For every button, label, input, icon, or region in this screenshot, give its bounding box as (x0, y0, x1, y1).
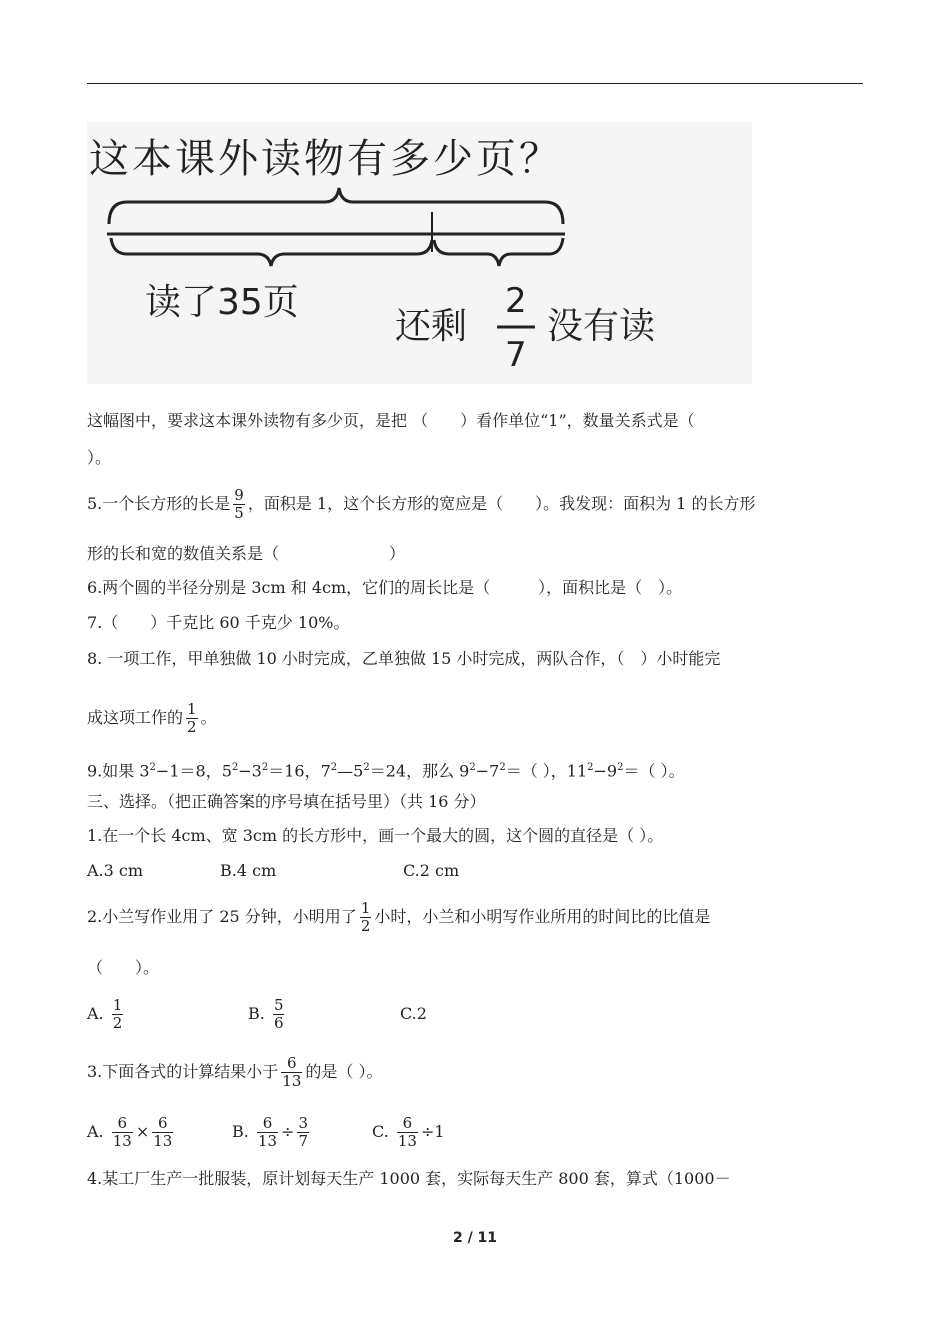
c1-option-c: C.2 cm (403, 861, 460, 880)
c3-b-n1: 6 (262, 1114, 273, 1132)
c3-prefix: 3.下面各式的计算结果小于 (87, 1062, 279, 1081)
c2-prefix: 2.小兰写作业用了 25 分钟，小明用了 (87, 907, 357, 926)
q5-line2 (87, 544, 405, 564)
q5-fraction (233, 487, 245, 522)
figure-title: 这本课外读物有多少页？ (89, 136, 562, 182)
c1-option-b: B.4 cm (220, 861, 277, 880)
c3-fraction (281, 1055, 302, 1090)
c3-b-d2: 7 (298, 1132, 308, 1150)
c2-option-b-label: B. (248, 1004, 265, 1023)
c3-c-operator: ÷1 (420, 1122, 445, 1141)
c3-a-operator: × (135, 1122, 150, 1141)
q9-exponent: 2 (363, 762, 370, 773)
q4-line2: ）。 (87, 448, 112, 467)
q9-part: −7 (475, 761, 500, 781)
q9-part: −1＝8，5 (155, 761, 232, 781)
c3-option-b (232, 1112, 312, 1152)
q9-part: 9.如果 3 (87, 761, 150, 781)
c2-line2: （ ）。 (87, 958, 160, 977)
section3-heading: 三、选择。（把正确答案的序号填在括号里）（共 16 分） (87, 792, 486, 811)
q8-line2 (87, 698, 217, 738)
c1-question: 1.在一个长 4cm、宽 3cm 的长方形中，画一个最大的圆，这个圆的直径是（ ）。 (87, 826, 664, 845)
bar-model-drawing (87, 122, 752, 384)
read-brace (111, 238, 432, 266)
c1-option-a: A.3 cm (87, 861, 144, 880)
q9-exponent: 2 (617, 762, 624, 773)
c2-option-a-fraction (112, 997, 124, 1032)
c2-suffix: 小时，小兰和小明写作业所用的时间比的比值是 (374, 907, 711, 926)
c2-a-num: 1 (112, 996, 123, 1014)
q8-fraction (186, 701, 198, 736)
c3-question (87, 1052, 382, 1092)
top-brace (109, 188, 563, 224)
c3-b-operator: ÷ (281, 1122, 295, 1141)
c3-option-a-label: A. (87, 1122, 104, 1141)
c3-c-n1: 6 (402, 1114, 413, 1132)
c3-a-frac2 (152, 1115, 173, 1150)
page-number: 2 / 11 (452, 1230, 498, 1246)
q9-exponent: 2 (330, 762, 338, 773)
q9-exponent: 2 (149, 762, 156, 773)
q9 (87, 758, 685, 781)
q5-num: 9 (234, 486, 244, 504)
q4-line1: 这幅图中，要求这本课外读物有多少页，是把 （ ）看作单位“1”，数量关系式是（ (87, 411, 695, 430)
remain-prefix: 还剩 (395, 306, 468, 347)
c3-option-b-label: B. (232, 1122, 249, 1141)
c2-a-den: 2 (112, 1014, 123, 1032)
c2-question (87, 897, 710, 937)
q9-part: ＝（ ）。 (623, 761, 685, 781)
c3-num: 6 (287, 1054, 297, 1072)
q8-num: 1 (187, 700, 197, 718)
bar-model-figure (87, 122, 752, 384)
q9-part: ＝16，7 (268, 761, 331, 781)
c3-a-d2: 13 (153, 1132, 173, 1150)
q5-line2a: 形的长和宽的数值关系是（ (87, 544, 280, 563)
q9-part: −3 (238, 761, 262, 781)
q8-line2-prefix: 成这项工作的 (87, 708, 184, 727)
q9-exponent: 2 (261, 762, 269, 773)
c3-suffix: 的是（ ）。 (305, 1062, 383, 1081)
c3-option-c (372, 1112, 445, 1152)
c3-b-d1: 13 (257, 1132, 278, 1150)
q9-part: —5 (337, 761, 364, 781)
c2-den: 2 (360, 917, 371, 935)
c3-a-d1: 13 (112, 1132, 132, 1150)
c3-a-frac1 (112, 1115, 133, 1150)
c3-b-frac1 (257, 1115, 278, 1150)
q7: 7.（ ）千克比 60 千克少 10%。 (87, 613, 350, 632)
q9-exponent: 2 (499, 762, 506, 773)
c2-option-a-label: A. (87, 1004, 104, 1023)
c2-num: 1 (360, 899, 371, 917)
remain-brace (434, 238, 563, 266)
c2-fraction (360, 900, 372, 935)
q8-den: 2 (187, 718, 197, 736)
q5-den: 5 (234, 504, 244, 522)
remain-suffix: 没有读 (547, 306, 656, 347)
q6: 6.两个圆的半径分别是 3cm 和 4cm，它们的周长比是（ ），面积比是（ ）。 (87, 578, 683, 597)
q9-exponent: 2 (469, 762, 476, 773)
q5-suffix: ，面积是 1，这个长方形的宽应是（ ）。我发现：面积为 1 的长方形 (247, 494, 756, 513)
q9-exponent: 2 (587, 762, 594, 773)
q9-part: −9 (593, 761, 618, 781)
c3-option-c-label: C. (372, 1122, 389, 1141)
q8-line2-suffix: 。 (200, 708, 217, 727)
q5-prefix: 5.一个长方形的长是 (87, 494, 231, 513)
c2-option-b (248, 994, 287, 1034)
c2-b-den: 6 (273, 1014, 284, 1032)
read-label: 读了35页 (145, 282, 299, 323)
c2-option-c: C.2 (400, 1004, 427, 1023)
c3-den: 13 (282, 1072, 302, 1090)
q8-line1: 8. 一项工作，甲单独做 10 小时完成，乙单独做 15 小时完成，两队合作，（ ）小时能完 (87, 649, 721, 668)
c3-c-frac1 (397, 1115, 418, 1150)
c3-a-n1: 6 (117, 1114, 128, 1132)
c3-b-frac2 (297, 1115, 309, 1150)
c2-option-b-fraction (273, 997, 285, 1032)
c4-question: 4.某工厂生产一批服装，原计划每天生产 1000 套，实际每天生产 800 套，算式（1000－ (87, 1169, 731, 1188)
q9-part: ＝（ ），11 (505, 761, 588, 781)
header-rule (87, 83, 863, 84)
q5-line2b: ） (389, 544, 406, 563)
c3-option-a (87, 1112, 176, 1152)
c2-option-a (87, 994, 126, 1034)
c3-a-n2: 6 (158, 1114, 168, 1132)
q9-exponent: 2 (231, 762, 239, 773)
c3-b-n2: 3 (298, 1114, 308, 1132)
remain-numerator: 2 (505, 281, 527, 321)
remain-denominator: 7 (505, 335, 527, 375)
c3-c-d1: 13 (397, 1132, 417, 1150)
q5-line1 (87, 484, 755, 524)
q9-part: ＝24，那么 9 (369, 761, 470, 781)
c2-b-num: 5 (273, 996, 284, 1014)
